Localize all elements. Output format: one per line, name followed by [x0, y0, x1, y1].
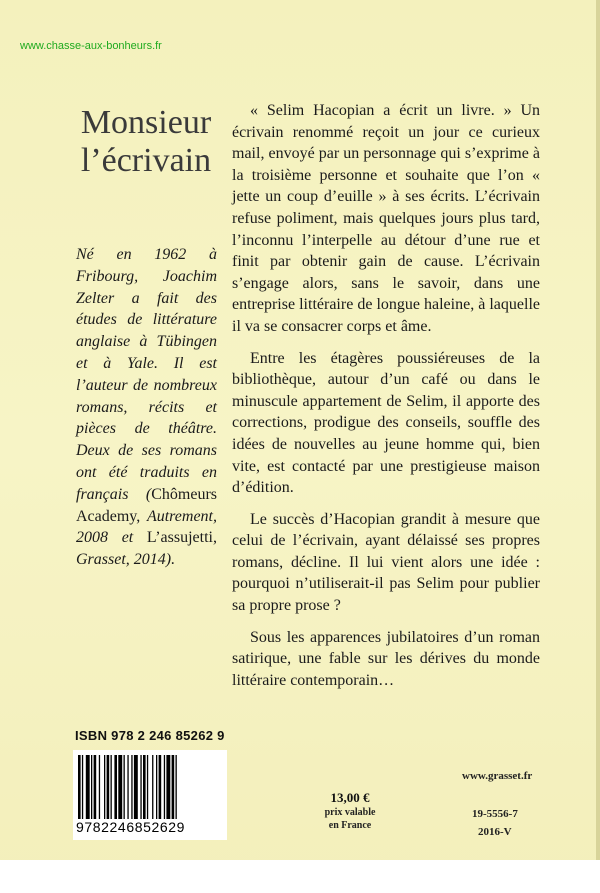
- barcode-bar: [107, 755, 110, 819]
- summary-paragraph-3: Le succès d’Hacopian grandit à mesure que celui de l’écrivain, ayant délaissé ses propres romans, décline. Il lui vient alors une idée : pourquoi n’utiliserait-il pas Selim pour publier sa propre prose ?: [232, 510, 540, 615]
- barcode-bar: [114, 755, 117, 819]
- barcode-bar: [82, 755, 83, 819]
- bio-text-3: Grasset, 2014).: [76, 551, 176, 569]
- barcode-bar: [176, 755, 177, 819]
- catalog-code: 19-5556-7: [472, 808, 518, 820]
- barcode-bar: [118, 755, 122, 819]
- title-line-2: l’écrivain: [80, 142, 212, 179]
- bio-book-2: L’assujetti,: [146, 529, 217, 547]
- publisher-website: www.grasset.fr: [462, 770, 533, 782]
- barcode-bar: [140, 755, 141, 819]
- barcode-bar: [111, 755, 112, 819]
- barcode-bar: [127, 755, 128, 819]
- barcode-bar: [78, 755, 81, 819]
- barcode-bar: [159, 755, 162, 819]
- barcode-bar: [166, 755, 170, 819]
- book-title: [66, 104, 226, 180]
- barcode-bar: [147, 755, 148, 819]
- barcode-bar: [172, 755, 175, 819]
- summary-paragraph-1: « Selim Hacopian a écrit un livre. » Un écrivain renommé reçoit un jour ce curieux mail, envoyé par un personnage qui s’exprime à la troisième personne et souhaite que l’on « jette un coup d’euille » à ses écrits. L’écrivain refuse poliment, mais quelques jours plus tard, l’inconnu l’interpelle au détour d’une rue et finit par obtenir gain de cause. L’écrivain s’engage alors, sans le savoir, dans une entreprise littéraire de longue haleine, à laquelle il va se consacrer corps et âme.: [232, 102, 540, 335]
- barcode-bar: [99, 755, 100, 819]
- barcode-bar: [164, 755, 165, 819]
- barcode-bar: [156, 755, 157, 819]
- author-bio: [76, 244, 217, 571]
- barcode-bar: [86, 755, 90, 819]
- price-note-line-1: prix valable: [324, 807, 376, 818]
- barcode-bar: [143, 755, 146, 819]
- barcode-bars: [74, 751, 226, 821]
- price-note: [318, 806, 382, 832]
- barcode-bar: [124, 755, 125, 819]
- barcode-digits: 9782246852629: [76, 819, 226, 835]
- barcode: [73, 750, 227, 840]
- barcode-bar: [91, 755, 92, 819]
- isbn: ISBN 978 2 246 85262 9: [75, 728, 225, 743]
- bottom-margin: [0, 860, 600, 893]
- summary-paragraph-4: Sous les apparences jubilatoires d’un roman satirique, une fable sur les dérives du monde littéraire contemporain…: [232, 628, 540, 689]
- summary-paragraph-2: Entre les étagères poussiéreuses de la bibliothèque, autour d’un café ou dans le minuscule appartement de Selim, il apporte des corrections, prodigue des conseils, souffle des idées de nouvelles au jeune homme qui, bien vite, est contacté par une prestigieuse maison d’édition.: [232, 349, 540, 497]
- book-summary: [232, 100, 540, 701]
- bio-book-1: Chômeurs Academy,: [76, 485, 217, 525]
- bio-text-1: Né en 1962 à Fribourg, Joachim Zelter a fait des études de littérature anglaise à Tübingen et à Yale. Il est l’auteur de nombreux romans, récits et pièces de théâtre. Deux de ses romans ont été traduits en français (: [76, 246, 217, 503]
- barcode-bar: [131, 755, 132, 819]
- title-line-1: Monsieur: [80, 104, 212, 141]
- price-note-line-2: en France: [328, 820, 372, 831]
- edition-code: 2016-V: [478, 826, 512, 838]
- bio-text-2: Autrement, 2008 et: [76, 507, 217, 547]
- barcode-bar: [152, 755, 153, 819]
- price: 13,00 €: [330, 790, 370, 805]
- barcode-bar: [94, 755, 97, 819]
- barcode-bar: [134, 755, 138, 819]
- watermark-url[interactable]: www.chasse-aux-bonheurs.fr: [20, 40, 162, 52]
- barcode-bar: [104, 755, 105, 819]
